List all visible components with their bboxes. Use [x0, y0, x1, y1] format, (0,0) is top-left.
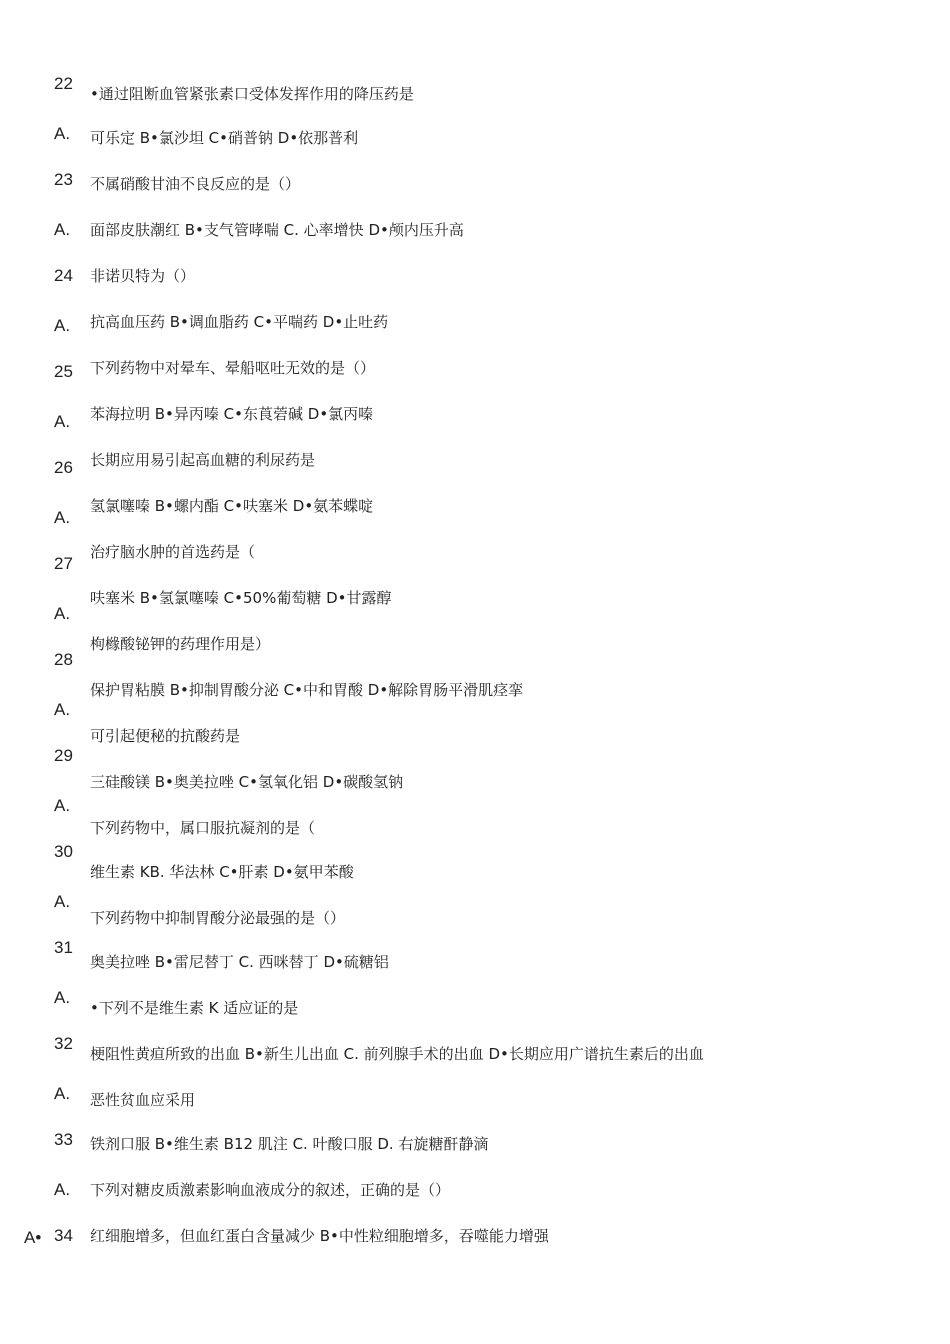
answer-options: 奥美拉唑 B•雷尼替丁 C. 西咪替丁 D•硫糖铝: [90, 953, 389, 971]
question-number: 24: [54, 266, 73, 285]
question-stem: 治疗脑水肿的首选药是（: [90, 543, 256, 561]
option-letter: A.: [54, 1180, 71, 1199]
answer-options: 呋塞米 B•氢氯噻嗪 C•50%葡萄糖 D•甘露醇: [90, 589, 392, 607]
question-number: 29: [54, 746, 73, 765]
question-number: 31: [54, 938, 73, 957]
question-stem: •下列不是维生素 K 适应证的是: [90, 999, 299, 1017]
question-number: 34: [54, 1226, 73, 1245]
question-stem: 长期应用易引起高血糖的利尿药是: [90, 451, 316, 469]
option-letter: A.: [54, 988, 71, 1007]
answer-options: 维生素 KB. 华法林 C•肝素 D•氨甲苯酸: [90, 863, 354, 881]
option-letter: A.: [54, 1084, 71, 1103]
question-stem: •通过阻断血管紧张素口受体发挥作用的降压药是: [90, 85, 414, 103]
answer-options: 铁剂口服 B•维生素 B12 肌注 C. 叶酸口服 D. 右旋糖酐静滴: [90, 1135, 489, 1153]
question-stem: 下列药物中对晕车、晕船呕吐无效的是（）: [90, 359, 376, 377]
option-letter: A.: [54, 796, 71, 815]
question-stem: 恶性贫血应采用: [90, 1091, 196, 1109]
answer-options: 可乐定 B•氯沙坦 C•硝普钠 D•依那普利: [90, 129, 359, 147]
question-number: 22: [54, 74, 73, 93]
answer-options: 红细胞增多，但血红蛋白含量减少 B•中性粒细胞增多，吞噬能力增强: [90, 1227, 549, 1245]
question-number: 26: [54, 458, 73, 477]
answer-options: 面部皮肤潮红 B•支气管哮喘 C. 心率增快 D•颅内压升高: [90, 221, 464, 239]
question-number: 28: [54, 650, 73, 669]
option-letter: A.: [54, 316, 71, 335]
answer-options: 三硅酸镁 B•奥美拉唑 C•氢氧化铝 D•碳酸氢钠: [90, 773, 404, 791]
question-stem: 下列药物中抑制胃酸分泌最强的是（）: [90, 909, 346, 927]
question-number: 23: [54, 170, 73, 189]
question-stem: 可引起便秘的抗酸药是: [90, 727, 241, 745]
question-number: 32: [54, 1034, 73, 1053]
question-stem: 下列对糖皮质激素影响血液成分的叙述，正确的是（）: [90, 1181, 451, 1199]
option-letter: A.: [54, 124, 71, 143]
answer-options: 梗阻性黄疸所致的出血 B•新生儿出血 C. 前列腺手术的出血 D•长期应用广谱抗生素后的出血: [90, 1045, 704, 1063]
answer-options: 苯海拉明 B•异丙嗪 C•东莨菪碱 D•氯丙嗪: [90, 405, 374, 423]
question-number: 25: [54, 362, 73, 381]
question-stem: 枸橼酸铋钾的药理作用是）: [90, 635, 271, 653]
question-number: 33: [54, 1130, 73, 1149]
option-letter: A.: [54, 604, 71, 623]
question-stem: 非诺贝特为（）: [90, 267, 196, 285]
option-letter: A.: [54, 508, 71, 527]
answer-options: 抗高血压药 B•调血脂药 C•平喘药 D•止吐药: [90, 313, 389, 331]
option-letter: A.: [54, 220, 71, 239]
question-number: 27: [54, 554, 73, 573]
option-letter: A.: [54, 412, 71, 431]
option-letter: A.: [54, 700, 71, 719]
answer-options: 保护胃粘膜 B•抑制胃酸分泌 C•中和胃酸 D•解除胃肠平滑肌痉挛: [90, 681, 524, 699]
option-letter: A•: [24, 1228, 42, 1247]
question-stem: 不属硝酸甘油不良反应的是（）: [90, 175, 301, 193]
answer-options: 氢氯噻嗪 B•螺内酯 C•呋塞米 D•氨苯蝶啶: [90, 497, 374, 515]
question-number: 30: [54, 842, 73, 861]
option-letter: A.: [54, 892, 71, 911]
question-stem: 下列药物中，属口服抗凝剂的是（: [90, 819, 316, 837]
